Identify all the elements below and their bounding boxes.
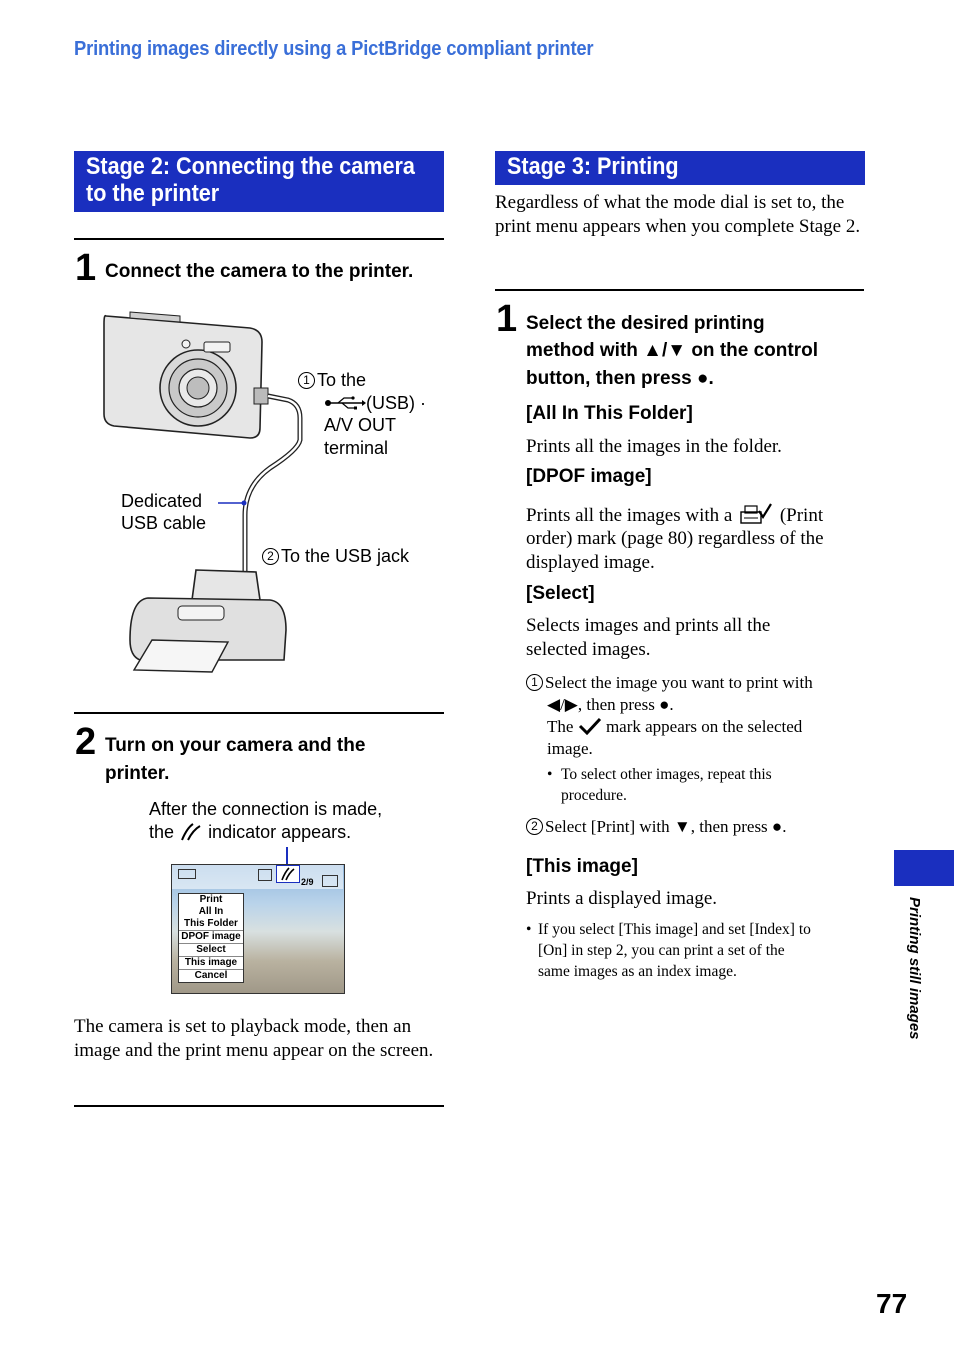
- select-substep-2: [526, 815, 786, 838]
- bullet-marker: •: [547, 766, 553, 783]
- step-number: 2: [75, 721, 97, 763]
- pictbridge-icon: [179, 822, 203, 842]
- callout-usb-label: [324, 392, 426, 415]
- folder-icon: [322, 875, 338, 887]
- note-line2: [On] in step 2, you can print a set of the: [538, 942, 785, 959]
- select-text-line2: selected images.: [526, 639, 651, 660]
- stage-3-heading: [495, 151, 865, 185]
- battery-icon: [178, 869, 196, 879]
- substep-text-b: mark appears on the selected: [605, 717, 803, 736]
- callout-terminal: terminal: [324, 438, 389, 458]
- page-number: 77: [876, 1288, 908, 1319]
- step-divider: [74, 238, 444, 240]
- bullet-text-line2: procedure.: [561, 787, 627, 804]
- substep-text-a: The: [547, 717, 574, 736]
- step-instruction: Connect the camera to the printer.: [105, 261, 414, 282]
- playback-description: The camera is set to playback mode, then an image and the print menu appear on the screen.: [74, 1016, 434, 1061]
- callout-usb-jack: [262, 545, 409, 568]
- all-in-folder-text: Prints all the images in the folder.: [526, 436, 782, 457]
- step-instruction-line1: Turn on your camera and the: [105, 735, 366, 756]
- printer-illustration: [130, 570, 286, 672]
- stage-2-title-line2: to the printer: [86, 180, 220, 207]
- checkmark-icon: [578, 717, 602, 735]
- this-image-heading: [This image]: [526, 856, 638, 877]
- print-order-icon: [739, 503, 773, 525]
- indicator-text-a: the: [149, 822, 175, 842]
- select-substep-1-line3: [547, 715, 802, 738]
- step-instruction-line2: printer.: [105, 763, 170, 784]
- menu-item-print[interactable]: Print: [199, 894, 223, 905]
- pictbridge-indicator-icon: [276, 865, 300, 883]
- running-header: Printing images directly using a PictBridge compliant printer: [74, 38, 594, 60]
- step-number: 1: [496, 298, 518, 340]
- stage-2-heading: [74, 151, 444, 212]
- section-end-divider: [74, 1105, 444, 1107]
- step-number: 1: [75, 247, 97, 289]
- after-connection-text: After the connection is made,: [149, 799, 383, 819]
- step-instruction-line2: method with ▲/▼ on the control: [526, 340, 818, 361]
- menu-item-select[interactable]: Select: [179, 943, 243, 956]
- dpof-text-line2: order) mark (page 80) regardless of the: [526, 528, 824, 549]
- usb-icon: [324, 393, 366, 407]
- menu-item-dpof-image[interactable]: DPOF image: [179, 930, 243, 943]
- note-line1: If you select [This image] and set [Index] to: [538, 921, 811, 938]
- cable-label-line2: USB cable: [121, 513, 207, 533]
- menu-item-this-folder[interactable]: This Folder: [184, 918, 238, 929]
- substep-number: 2: [526, 818, 543, 835]
- substep-text: Select the image you want to print with: [545, 673, 813, 692]
- note-line3: same images as an index image.: [538, 963, 737, 980]
- print-menu: [178, 893, 244, 983]
- camera-illustration: [104, 312, 268, 438]
- stage-2-title-line1: Stage 2: Connecting the camera: [86, 153, 415, 180]
- menu-item-cancel[interactable]: Cancel: [179, 969, 243, 982]
- callout-av-out: A/V OUT: [324, 415, 397, 435]
- select-substep-1-line4: image.: [547, 739, 593, 758]
- bullet-marker: •: [526, 921, 532, 938]
- select-heading: [Select]: [526, 583, 595, 604]
- callout-number: 1: [298, 372, 315, 389]
- section-tab-label: Printing still images: [906, 897, 923, 1040]
- menu-item-all-in[interactable]: All In: [198, 906, 224, 917]
- cable-label-line1: Dedicated: [121, 491, 203, 511]
- step-divider: [74, 712, 444, 714]
- indicator-sentence: [149, 821, 351, 844]
- dpof-text-a: Prints all the images with a: [526, 505, 733, 526]
- step-divider: [495, 289, 864, 291]
- image-counter: 2/9: [301, 877, 314, 887]
- stage-3-intro: Regardless of what the mode dial is set to, the print menu appears when you complete Stage 2.: [495, 192, 861, 237]
- dpof-text-line1: [526, 503, 823, 528]
- substep-text: Select [Print] with ▼, then press ●.: [545, 817, 787, 836]
- dpof-heading: [DPOF image]: [526, 466, 652, 487]
- select-text-line1: Selects images and prints all the: [526, 615, 771, 636]
- indicator-text-b: indicator appears.: [208, 822, 352, 842]
- callout-text: (USB) ·: [366, 393, 426, 413]
- bullet-text-line1: To select other images, repeat this: [561, 766, 772, 783]
- this-image-text: Prints a displayed image.: [526, 888, 718, 909]
- callout-number: 2: [262, 548, 279, 565]
- callout-text: To the USB jack: [281, 546, 410, 566]
- menu-item-this-image[interactable]: This image: [179, 956, 243, 969]
- memory-icon: [258, 869, 272, 881]
- step-instruction-line3: button, then press ●.: [526, 368, 714, 389]
- dpof-text-b: (Print: [779, 505, 824, 526]
- indicator-pointer: [115, 847, 288, 864]
- select-substep-1-line2: ◀/▶, then press ●.: [547, 695, 674, 714]
- step-instruction-line1: Select the desired printing: [526, 313, 765, 334]
- stage-3-title: Stage 3: Printing: [507, 153, 679, 180]
- callout-text: To the: [317, 370, 367, 390]
- substep-number: 1: [526, 674, 543, 691]
- section-tab: [894, 850, 954, 886]
- callout-usb-terminal: [298, 369, 366, 392]
- dpof-text-line3: displayed image.: [526, 552, 655, 573]
- all-in-folder-heading: [All In This Folder]: [526, 403, 693, 424]
- select-substep-1: [526, 671, 813, 694]
